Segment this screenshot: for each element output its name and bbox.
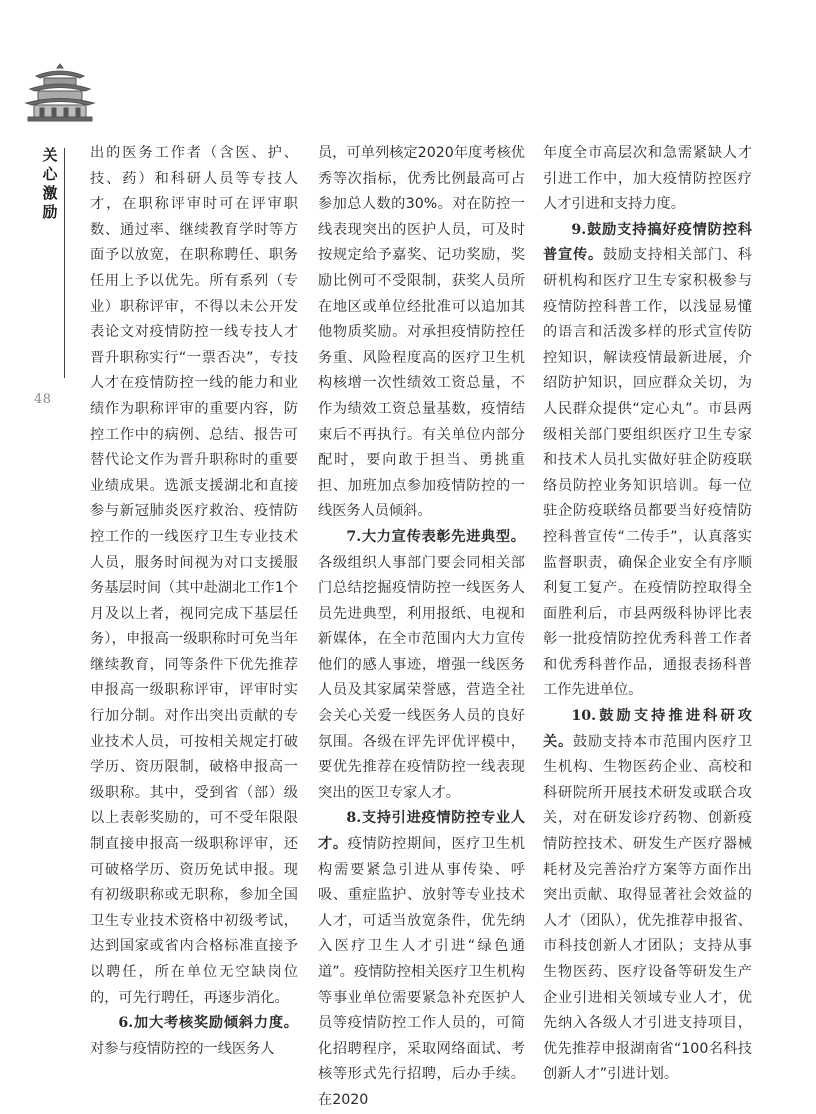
paragraph-heading: 8.支持引进疫情防控专业人才。 [318, 810, 525, 853]
section-label-char: 关 [42, 146, 58, 164]
paragraph [543, 141, 752, 218]
page-number: 48 [34, 392, 52, 407]
paragraph-heading: 6.加大考核奖励倾斜力度。 [118, 1015, 298, 1032]
section-label-char: 激 [42, 184, 58, 202]
section-label-char: 励 [42, 203, 58, 221]
text-column-2 [318, 141, 525, 1114]
paragraph-text: 各级组织人事部门要会同相关部门总结挖掘疫情防控一线医务人员先进典型，利用报纸、电视和新媒体，在全市范围内大力宣传他们的感人事迹，增强一线医务人员及其家属荣誉感，营造全社会关心关爱一线医务人员的良好氛围。各级在评先评优评模中，要优先推荐在疫情防控一线表现突出的医卫专家人才。 [318, 554, 525, 801]
paragraph-text: 年度全市高层次和急需紧缺人才引进工作中，加大疫情防控医疗人才引进和支持力度。 [543, 145, 752, 213]
paragraph [543, 218, 752, 704]
text-column-1 [90, 141, 298, 1062]
paragraph-text: 员，可单列核定2020年度考核优秀等次指标，优秀比例最高可占参加总人数的30%。对在防控一线表现突出的医护人员，可及时按规定给予嘉奖、记功奖励，奖励比例可不受限制，获奖人员所在地区或单位经批准可以追加其他物质奖励。对承担疫情防控任务重、风险程度高的医疗卫生机构核增一次性绩效工资总量，不作为绩效工资总量基数，疫情结束后不再执行。有关单位内部分配时，要向敢于担当、勇挑重担、加班加点参加疫情防控的一线医务人员倾斜。 [318, 145, 525, 520]
paragraph-heading: 7.大力宣传表彰先进典型。 [346, 528, 525, 545]
paragraph-heading: 9.鼓励支持搞好疫情防控科普宣传。 [543, 221, 752, 264]
paragraph [318, 806, 525, 1113]
paragraph [90, 141, 298, 1011]
paragraph [90, 1011, 298, 1062]
paragraph-text: 鼓励支持相关部门、科研机构和医疗卫生专家积极参与疫情防控科普工作，以浅显易懂的语言和活泼多样的形式宣传防控知识，解读疫情最新进展，介绍防护知识，回应群众关切，为人民群众提供“定心丸”。市县两级相关部门要组织医疗卫生专家和技术人员扎实做好驻企防疫联络员防控业务知识培训。每一位驻企防疫联络员都要当好疫情防控科普宣传“二传手”，认真落实监督职责，确保企业安全有序顺利复工复产。在疫情防控取得全面胜利后，市县两级科协评比表彰一批疫情防控优秀科普工作者和优秀科普作品，通报表扬科普工作先进单位。 [543, 247, 752, 699]
paragraph-heading: 10.鼓励支持推进科研攻关。 [543, 708, 752, 750]
paragraph-text: 对参与疫情防控的一线医务人 [90, 1040, 275, 1057]
paragraph-text: 鼓励支持本市范围内医疗卫生机构、生物医药企业、高校和科研院所开展技术研发或联合攻关，对在研发诊疗药物、创新疫情防控技术、研发生产医疗器械耗材及完善治疗方案等方面作出突出贡献、取得显著社会效益的人才（团队），优先推荐申报省、市科技创新人才团队；支持从事生物医药、医疗设备等研发生产企业引进相关领域专业人才，优先纳入各级人才引进支持项目，优先推荐申报湖南省“100名科技创新人才”引进计划。 [543, 733, 752, 1083]
margin-divider [64, 148, 65, 378]
pavilion-building-icon [22, 62, 98, 124]
paragraph [543, 704, 752, 1088]
section-label [40, 146, 60, 222]
paragraph-text: 疫情防控期间，医疗卫生机构需要紧急引进从事传染、呼吸、重症监护、放射等专业技术人才，可适当放宽条件，优先纳入医疗卫生人才引进“绿色通道”。疫情防控相关医疗卫生机构等事业单位需要紧急补充医护人员等疫情防控工作人员的，可简化招聘程序，采取网络面试、考核等形式先行招聘，后办手续。在2020 [318, 836, 525, 1108]
section-label-char: 心 [42, 165, 58, 183]
paragraph [318, 525, 525, 807]
paragraph [318, 141, 525, 525]
text-column-3 [543, 141, 752, 1088]
paragraph-text: 出的医务工作者（含医、护、技、药）和科研人员等专技人才，在职称评审时可在评审职数、通过率、继续教育学时等方面予以放宽，在职称聘任、职务任用上予以优先。所有系列（专业）职称评审，不得以未公开发表论文对疫情防控一线专技人才晋升职称实行“一票否决”，专技人才在疫情防控一线的能力和业绩作为职称评审的重要内容，防控工作中的病例、总结、报告可替代论文作为晋升职称时的重要业绩成果。选派支援湖北和直接参与新冠肺炎医疗救治、疫情防控工作的一线医疗卫生专业技术人员，服务时间视为对口支援服务基层时间（其中赴湖北工作1个月及以上者，视同完成下基层任务），申报高一级职称时可免当年继续教育，同等条件下优先推荐申报高一级职称评审，评审时实行加分制。对作出突出贡献的专业技术人员，可按相关规定打破学历、资历限制，破格申报高一级职称。其中，受到省（部）级以上表彰奖励的，可不受年限限制直接申报高一级职称评审，还可破格学历、资历免试申报。现有初级职称或无职称，参加全国卫生专业技术资格中初级考试，达到国家或省内合格标准直接予以聘任，所在单位无空缺岗位的，可先行聘任，再逐步消化。 [90, 145, 298, 1006]
